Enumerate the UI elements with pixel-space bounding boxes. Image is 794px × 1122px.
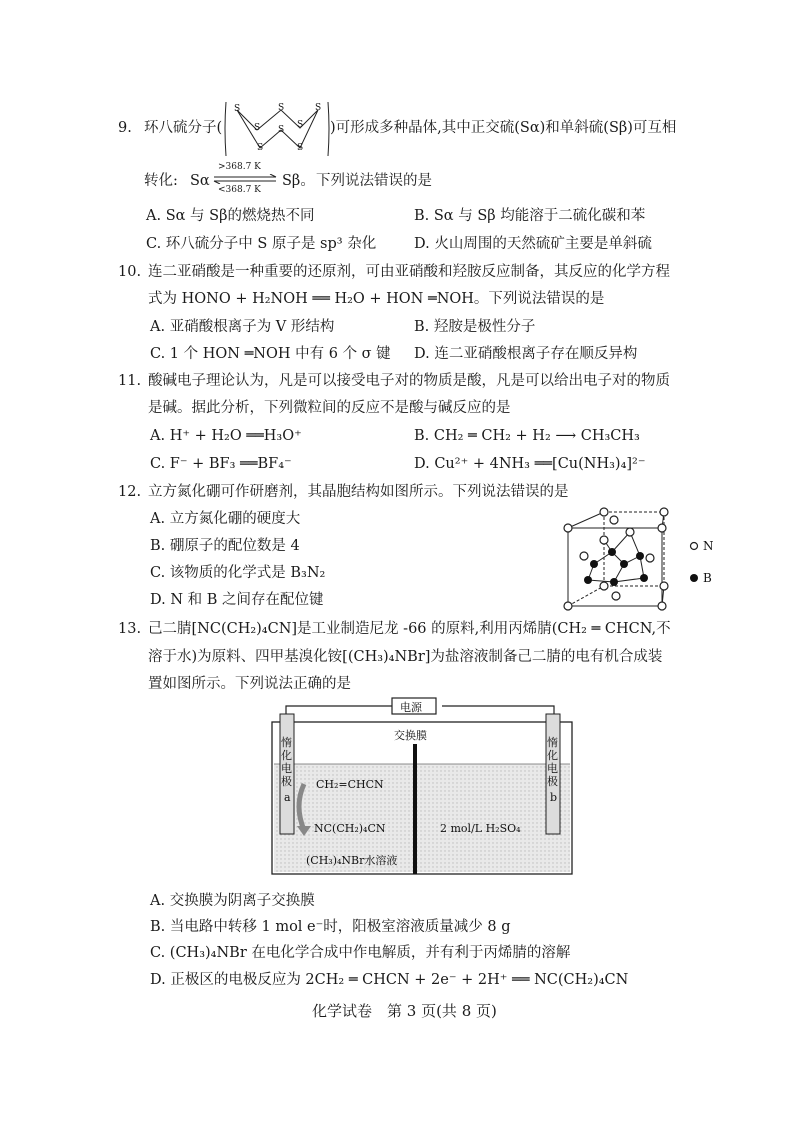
- q11-option-a: A. H⁺ + H₂O ══H₃O⁺: [150, 428, 302, 444]
- q9-option-b: B. Sα 与 Sβ 均能溶于二硫化碳和苯: [414, 208, 646, 224]
- q9-stem-after: )可形成多种晶体,其中正交硫(Sα)和单斜硫(Sβ)可互相: [330, 120, 677, 136]
- q9-option-c: C. 环八硫分子中 S 原子是 sp³ 杂化: [146, 236, 377, 252]
- q10-line2: 式为 HONO + H₂NOH ══ H₂O + HON ═NOH。下列说法错误的是: [148, 291, 605, 307]
- q10-line1: 连二亚硝酸是一种重要的还原剂，可由亚硝酸和羟胺反应制备，其反应的化学方程: [148, 264, 670, 280]
- electrode-a-char-3: 电: [281, 762, 292, 775]
- q13-option-a: A. 交换膜为阴离子交换膜: [150, 893, 315, 909]
- q10-number: 10.: [118, 264, 142, 280]
- q13-number: 13.: [118, 621, 142, 637]
- power-source-label: 电源: [400, 701, 422, 714]
- q12-line1: 立方氮化硼可作研磨剂，其晶胞结构如图所示。下列说法错误的是: [148, 484, 569, 500]
- product-label: NC(CH₂)₄CN: [314, 822, 386, 835]
- electrolysis-cell-diagram: [264, 694, 580, 882]
- reactant-label: CH₂=CHCN: [316, 778, 384, 791]
- q12-option-b: B. 硼原子的配位数是 4: [150, 538, 300, 554]
- s-alpha: Sα: [190, 173, 210, 189]
- q10-option-d: D. 连二亚硝酸根离子存在顺反异构: [414, 346, 638, 362]
- ring-s-7: S: [278, 125, 285, 135]
- ring-s-1: S: [234, 104, 241, 114]
- q11-line1: 酸碱电子理论认为，凡是可以接受电子对的物质是酸，凡是可以给出电子对的物质: [148, 373, 670, 389]
- q10-option-b: B. 羟胺是极性分子: [414, 319, 536, 335]
- legend-n-label: N: [703, 539, 714, 553]
- boron-nitride-unit-cell: [554, 500, 730, 618]
- q10-option-a: A. 亚硝酸根离子为 V 形结构: [150, 319, 335, 335]
- s8-ring-structure: [224, 100, 330, 158]
- electrode-b-char-2: 化: [547, 749, 558, 762]
- q9-stem-before: 环八硫分子(: [144, 120, 223, 136]
- q11-option-c: C. F⁻ + BF₃ ══BF₄⁻: [150, 456, 292, 472]
- q9-option-d: D. 火山周围的天然硫矿主要是单斜硫: [414, 236, 652, 252]
- q9-number: 9.: [118, 120, 132, 136]
- q13-line2: 溶于水)为原料、四甲基溴化铵[(CH₃)₄NBr]为盐溶液制备己二腈的电有机合成装: [148, 649, 663, 665]
- ring-s-8: S: [297, 143, 304, 153]
- electrode-a-label: a: [284, 791, 291, 804]
- q13-option-c: C. (CH₃)₄NBr 在电化学合成中作电解质，并有利于丙烯腈的溶解: [150, 945, 571, 961]
- ring-s-2: S: [254, 123, 261, 133]
- ring-s-6: S: [257, 143, 264, 153]
- q10-option-c: C. 1 个 HON ═NOH 中有 6 个 σ 键: [150, 346, 391, 362]
- ring-s-4: S: [297, 120, 304, 130]
- q12-option-a: A. 立方氮化硼的硬度大: [150, 511, 301, 527]
- legend-b-label: B: [703, 571, 712, 585]
- electrode-b-char-1: 惰: [547, 736, 558, 749]
- q9-line2-prefix: 转化:: [144, 173, 178, 189]
- equilibrium-arrow: [212, 174, 278, 184]
- q12-number: 12.: [118, 484, 142, 500]
- q13-option-b: B. 当电路中转移 1 mol e⁻时，阳极室溶液质量减少 8 g: [150, 919, 511, 935]
- q13-line1: 己二腈[NC(CH₂)₄CN]是工业制造尼龙 -66 的原料,利用丙烯腈(CH₂ ═ CHCN,不: [148, 621, 671, 637]
- arrow-top-label: >368.7 K: [218, 162, 261, 172]
- electrode-a-char-2: 化: [281, 749, 292, 762]
- electrode-a-char-1: 惰: [281, 736, 292, 749]
- electrode-b-char-3: 电: [547, 762, 558, 775]
- q11-option-b: B. CH₂ ═ CH₂ + H₂ ⟶ CH₃CH₃: [414, 428, 640, 444]
- membrane-label: 交换膜: [394, 729, 427, 742]
- q12-option-d: D. N 和 B 之间存在配位键: [150, 592, 324, 608]
- electrode-b-label: b: [550, 791, 558, 804]
- q13-line3: 置如图所示。下列说法正确的是: [148, 676, 351, 692]
- q11-option-d: D. Cu²⁺ + 4NH₃ ══[Cu(NH₃)₄]²⁻: [414, 456, 646, 472]
- q12-option-c: C. 该物质的化学式是 B₃N₂: [150, 565, 326, 581]
- q9-line2-suffix: 下列说法错误的是: [316, 173, 432, 189]
- arrow-bottom-label: <368.7 K: [218, 185, 261, 195]
- electrode-b-char-4: 极: [547, 775, 558, 788]
- s-beta: Sβ。: [282, 173, 315, 189]
- q11-line2: 是碱。据此分析，下列微粒间的反应不是酸与碱反应的是: [148, 400, 511, 416]
- q11-number: 11.: [118, 373, 142, 389]
- page-footer: 化学试卷 第 3 页(共 8 页): [312, 1002, 497, 1020]
- q9-option-a: A. Sα 与 Sβ的燃烧热不同: [146, 208, 315, 224]
- electrode-a-char-4: 极: [281, 775, 292, 788]
- ring-s-3: S: [278, 103, 285, 113]
- right-solution-label: 2 mol/L H₂SO₄: [440, 822, 521, 835]
- left-solution-label: (CH₃)₄NBr水溶液: [306, 854, 398, 867]
- ring-s-5: S: [315, 103, 322, 113]
- q13-option-d: D. 正极区的电极反应为 2CH₂ ═ CHCN + 2e⁻ + 2H⁺ ══ NC(CH₂)₄CN: [150, 972, 629, 988]
- legend-n-marker: [691, 543, 698, 550]
- legend-b-marker: [690, 574, 698, 582]
